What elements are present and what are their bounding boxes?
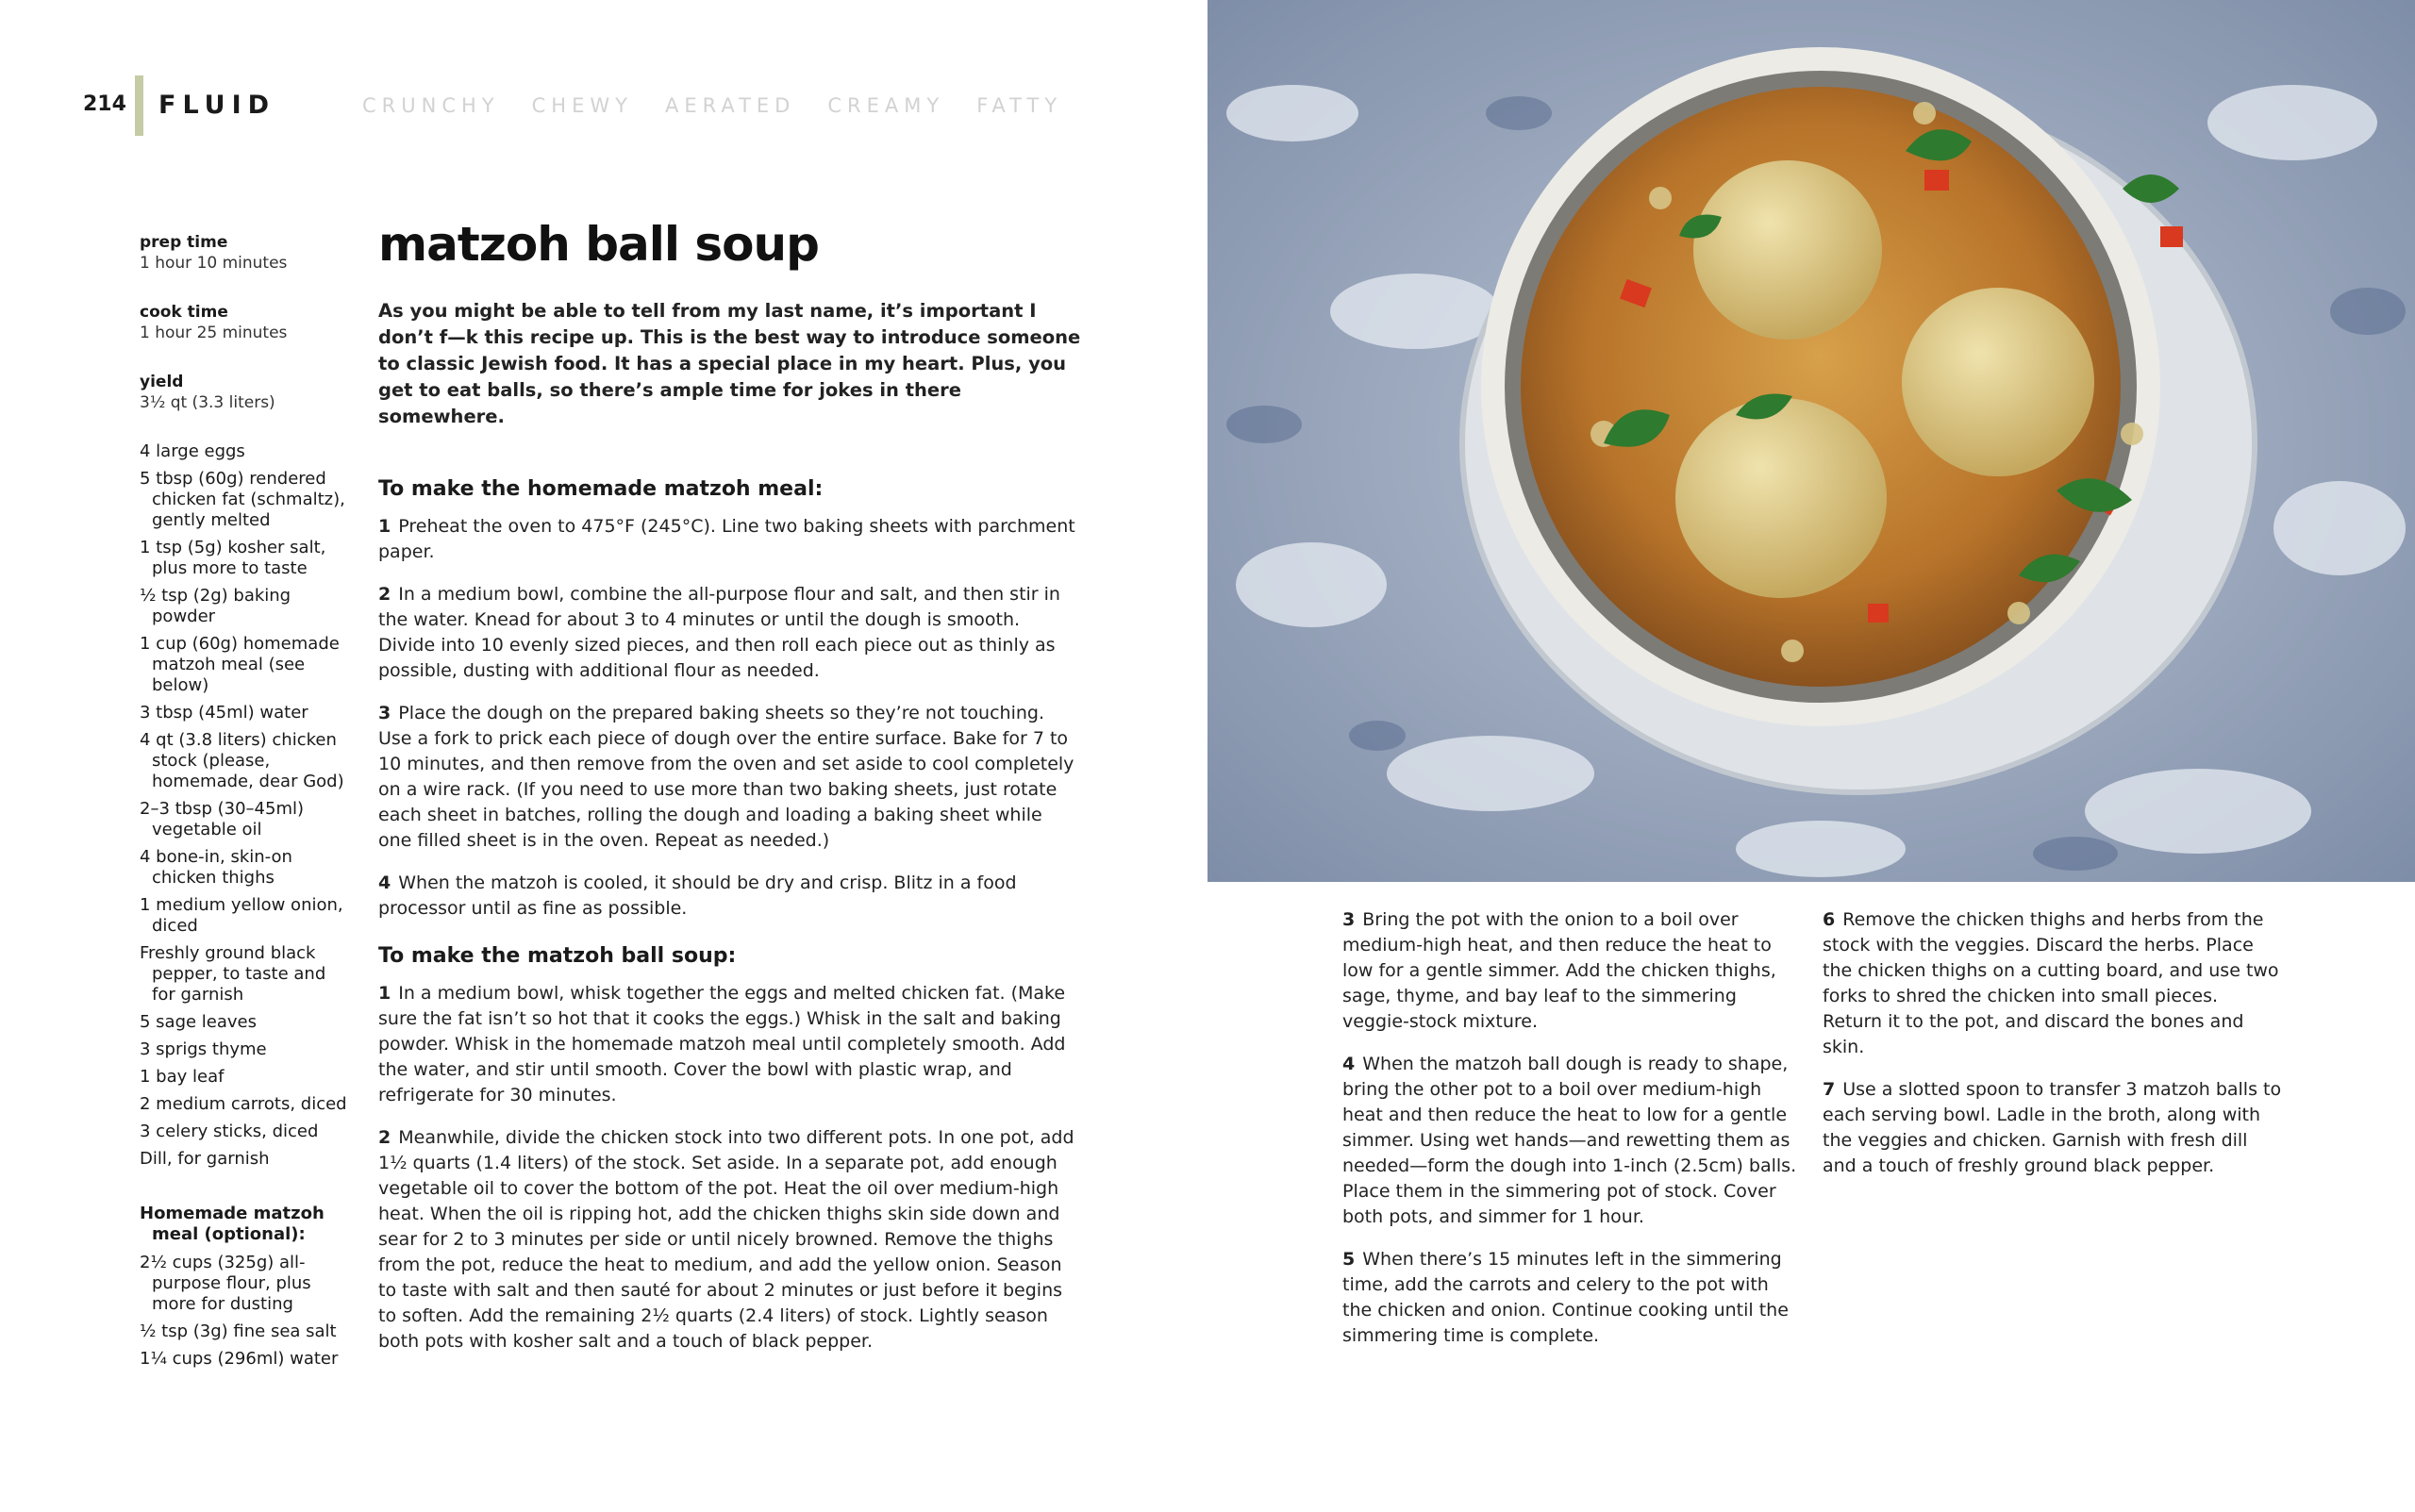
ingredient-item: ½ tsp (3g) fine sea salt bbox=[140, 1321, 337, 1341]
step-text: Remove the chicken thighs and herbs from the stock with the veggies. Discard the herbs. Place the chicken thighs on a cutting board, and use two forks to shred the chicken into small pieces. Return it to the pot, and discard the bones and skin. bbox=[1823, 909, 2279, 1057]
matzoh-meal-heading: Homemade matzoh meal (optional): bbox=[140, 1204, 325, 1244]
step-number: 1 bbox=[378, 516, 391, 537]
step-text: In a medium bowl, combine the all-purpose flour and salt, and then stir in the water. Knead for about 3 to 4 minutes or until the dough is smooth. Divide into 10 evenly sized pieces, and then roll each piece out as thinly as possible, dusting with additional flour as needed. bbox=[378, 584, 1060, 681]
recipe-step bbox=[1823, 1077, 2283, 1179]
ingredient-item: 3 sprigs thyme bbox=[140, 1039, 267, 1059]
step-number: 4 bbox=[1342, 1054, 1356, 1074]
step-number: 3 bbox=[378, 703, 391, 723]
ingredient-item: 2½ cups (325g) all-purpose flour, plus more for dusting bbox=[140, 1253, 311, 1314]
step-number: 3 bbox=[1342, 909, 1356, 930]
meal-steps-heading: To make the homemade matzoh meal: bbox=[378, 477, 824, 501]
step-number: 5 bbox=[1342, 1249, 1356, 1270]
ingredient-item: 4 large eggs bbox=[140, 441, 245, 461]
soup-photo bbox=[1208, 0, 2415, 882]
step-text: Use a slotted spoon to transfer 3 matzoh balls to each serving bowl. Ladle in the broth, along with the veggies and chicken. Garnish with fresh dill and a touch of freshly ground black pepper. bbox=[1823, 1079, 2282, 1176]
ingredient-item: 3 tbsp (45ml) water bbox=[140, 703, 308, 723]
ingredient-item: 1 medium yellow onion, diced bbox=[140, 895, 343, 936]
step-text: Meanwhile, divide the chicken stock into two different pots. In one pot, add 1½ quarts (1.4 liters) of the stock. Set aside. In a separate pot, add enough vegetable oil to cover the bottom of the pot. Heat the oil over medium-high heat. When the oil is ripping hot, add the chicken thighs skin side down and sear for 2 to 3 minutes per side or until nicely browned. Remove the thighs from the pot, reduce the heat to medium, and add the yellow onion. Season to taste with salt and then sauté for about 2 minutes or just before it begins to soften. Add the remaining 2½ quarts (2.4 liters) of stock. Lightly season both pots with kosher salt and a touch of black pepper. bbox=[378, 1127, 1074, 1352]
yield: yield 3½ qt (3.3 liters) bbox=[140, 373, 275, 412]
ingredient-item: 3 celery sticks, diced bbox=[140, 1122, 319, 1141]
step-text: In a medium bowl, whisk together the eggs and melted chicken fat. (Make sure the fat isn’t so hot that it cooks the eggs.) Whisk in the salt and baking powder. Whisk in the homemade matzoh meal until completely smooth. Add the water, and stir until smooth. Cover the bowl with plastic wrap, and refrigerate for 30 minutes. bbox=[378, 983, 1066, 1105]
recipe-title: matzoh ball soup bbox=[378, 217, 819, 272]
matzoh-meal-ingredient-list bbox=[140, 1253, 349, 1370]
recipe-step bbox=[378, 582, 1081, 684]
step-text: When the matzoh is cooled, it should be dry and crisp. Blitz in a food processor until as fine as possible. bbox=[378, 872, 1017, 919]
prep-time: prep time 1 hour 10 minutes bbox=[140, 233, 288, 273]
soup-steps-column-2 bbox=[1823, 907, 2283, 1196]
recipe-main bbox=[378, 217, 1081, 1371]
step-text: When the matzoh ball dough is ready to shape, bring the other pot to a boil over medium-high heat and then reduce the heat to low for a gentle simmer. Using wet hands—and rewetting them as needed—form the dough into 1-inch (2.5cm) balls. Place them in the simmering pot of stock. Cover both pots, and simmer for 1 hour. bbox=[1342, 1054, 1797, 1227]
soup-steps-left bbox=[378, 981, 1081, 1354]
step-number: 1 bbox=[378, 983, 391, 1004]
step-text: Bring the pot with the onion to a boil over medium-high heat, and then reduce the heat to low for a gentle simmer. Add the chicken thighs, sage, thyme, and bay leaf to the simmering veggie-stock mixture. bbox=[1342, 909, 1776, 1032]
page-number: 214 bbox=[83, 92, 126, 116]
step-number: 7 bbox=[1823, 1079, 1836, 1100]
recipe-step bbox=[378, 981, 1081, 1108]
ingredient-item: 5 tbsp (60g) rendered chicken fat (schmaltz), gently melted bbox=[140, 469, 345, 530]
recipe-intro: As you might be able to tell from my last name, it’s important I don’t f—k this recipe up. This is the best way to introduce someone to classic Jewish food. It has a special place in my heart. Plus, you get to eat balls, so there’s ample time for jokes in there somewhere. bbox=[378, 300, 1081, 427]
recipe-sidebar bbox=[140, 232, 349, 1376]
ingredient-item: Freshly ground black pepper, to taste and for garnish bbox=[140, 943, 326, 1005]
ingredient-item: 2 medium carrots, diced bbox=[140, 1094, 347, 1114]
soup-steps-heading: To make the matzoh ball soup: bbox=[378, 944, 737, 968]
nav-creamy: CREAMY bbox=[827, 94, 945, 117]
ingredient-item: 1 tsp (5g) kosher salt, plus more to taste bbox=[140, 538, 326, 578]
recipe-step bbox=[1342, 1247, 1803, 1349]
section-marker-bar bbox=[135, 75, 143, 136]
cook-time: cook time 1 hour 25 minutes bbox=[140, 303, 288, 342]
ingredient-item: 1 bay leaf bbox=[140, 1067, 225, 1087]
ingredient-item: 4 qt (3.8 liters) chicken stock (please, homemade, dear God) bbox=[140, 730, 344, 791]
recipe-step bbox=[378, 701, 1081, 854]
step-number: 2 bbox=[378, 584, 391, 605]
ingredient-item: 4 bone-in, skin-on chicken thighs bbox=[140, 847, 292, 888]
soup-steps-column-1 bbox=[1342, 907, 1803, 1366]
ingredient-item: 1 cup (60g) homemade matzoh meal (see below) bbox=[140, 634, 340, 695]
ingredient-item: ½ tsp (2g) baking powder bbox=[140, 586, 291, 626]
step-number: 2 bbox=[378, 1127, 391, 1148]
recipe-step bbox=[1342, 1052, 1803, 1230]
recipe-step bbox=[378, 514, 1081, 565]
section-nav bbox=[362, 94, 1062, 117]
step-number: 6 bbox=[1823, 909, 1836, 930]
nav-aerated: AERATED bbox=[664, 94, 796, 117]
ingredient-list bbox=[140, 441, 349, 1170]
step-text: When there’s 15 minutes left in the simmering time, add the carrots and celery to the pot with the chicken and onion. Continue cooking until the simmering time is complete. bbox=[1342, 1249, 1789, 1346]
step-text: Preheat the oven to 475°F (245°C). Line two baking sheets with parchment paper. bbox=[378, 516, 1075, 562]
ingredient-item: 1¼ cups (296ml) water bbox=[140, 1349, 339, 1369]
step-text: Place the dough on the prepared baking sheets so they’re not touching. Use a fork to prick each piece of dough over the entire surface. Bake for 7 to 10 minutes, and then remove from the oven and set aside to cool completely on a wire rack. (If you need to use more than two baking sheets, just rotate each sheet in batches, rolling the dough and loading a baking sheet while one filled sheet is in the oven. Repeat as needed.) bbox=[378, 703, 1074, 851]
nav-crunchy: CRUNCHY bbox=[362, 94, 500, 117]
recipe-step bbox=[378, 1125, 1081, 1354]
recipe-step bbox=[1823, 907, 2283, 1060]
recipe-step bbox=[378, 871, 1081, 922]
nav-chewy: CHEWY bbox=[531, 94, 633, 117]
ingredient-item: Dill, for garnish bbox=[140, 1149, 270, 1169]
recipe-step bbox=[1342, 907, 1803, 1035]
nav-fatty: FATTY bbox=[976, 94, 1063, 117]
step-number: 4 bbox=[378, 872, 391, 893]
soup-bowl-illustration bbox=[1208, 0, 2415, 882]
section-title: FLUID bbox=[158, 91, 276, 120]
ingredient-item: 2–3 tbsp (30–45ml) vegetable oil bbox=[140, 799, 305, 839]
right-page bbox=[1208, 0, 2415, 1512]
ingredient-item: 5 sage leaves bbox=[140, 1012, 258, 1032]
meal-steps bbox=[378, 514, 1081, 922]
